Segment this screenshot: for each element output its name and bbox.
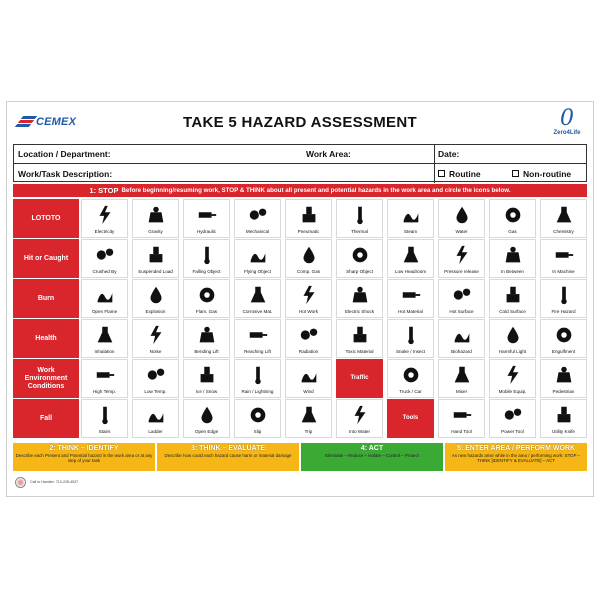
hazard-label: Low Headroom (394, 269, 427, 274)
hazard-electricity[interactable] (81, 199, 128, 238)
pneumatic-icon (298, 204, 320, 226)
hazard-hydraulic[interactable] (183, 199, 230, 238)
bending-lift-icon (196, 324, 218, 346)
hazard-traffic[interactable] (336, 359, 383, 398)
hazard-biohazard[interactable] (438, 319, 485, 358)
hand-tool-icon (451, 404, 473, 426)
toxic-material-icon (349, 324, 371, 346)
engulfment-icon (553, 324, 575, 346)
hazard-fire-hazard[interactable] (540, 279, 587, 318)
hazard-low-headroom[interactable] (387, 239, 434, 278)
hazard-steam[interactable] (387, 199, 434, 238)
hazard-label: Flying Object (244, 269, 271, 274)
hazard-label: Noise (149, 349, 162, 354)
hazard-label: Gravity (148, 229, 163, 234)
gas-icon (502, 204, 524, 226)
hazard-label: Trip (304, 429, 313, 434)
hazard-mixer[interactable] (438, 359, 485, 398)
hazard-falling-object[interactable] (183, 239, 230, 278)
hydraulic-icon (196, 204, 218, 226)
category-fall: Fall (13, 399, 79, 438)
hazard-label: Hot Surface (449, 309, 474, 314)
hazard-open-flame[interactable] (81, 279, 128, 318)
stop-step: 1: STOP (89, 186, 119, 195)
hazard-label: Hand Tool (451, 429, 472, 434)
hazard-label: Stairs (98, 429, 111, 434)
hazard-label: Utility Knife (552, 429, 575, 434)
inhalation-icon (94, 324, 116, 346)
electricity-icon (94, 204, 116, 226)
hazard-sharp-object[interactable] (336, 239, 383, 278)
hazard-thermal[interactable] (336, 199, 383, 238)
hazard-label: Pneumatic (297, 229, 320, 234)
comp-gas-icon (298, 244, 320, 266)
hot-material-icon (400, 284, 422, 306)
hazard-label: Mobile Equip. (498, 389, 527, 394)
in-between-icon (502, 244, 524, 266)
hazard-mobile-equip[interactable] (489, 359, 536, 398)
work-area-field[interactable]: Work Area: (306, 149, 351, 159)
hazard-label: Ladder (148, 429, 163, 434)
hazard-label: Into Water (348, 429, 371, 434)
step-box-2 (13, 443, 155, 471)
hazard-label: Open Edge (194, 429, 219, 434)
hazard-label: Reaching Lift (244, 349, 271, 354)
hazard-label: Bending Lift (194, 349, 219, 354)
step-description: Eliminate – Reduce – Isolate – Control – Protect (325, 453, 419, 458)
step-description: Describe how could each hazard cause harm or material damage (164, 453, 292, 458)
hazard-label: Sharp Object (346, 269, 373, 274)
hazard-gravity[interactable] (132, 199, 179, 238)
power-tool-icon (502, 404, 524, 426)
hazard-bending-lift[interactable] (183, 319, 230, 358)
zero4life-logo (549, 108, 585, 136)
hazard-slip[interactable] (234, 399, 281, 438)
hazard-snake-insect[interactable] (387, 319, 434, 358)
step-title: 5: ENTER AREA / PERFORM WORK (456, 445, 576, 452)
electric-shock-icon (349, 284, 371, 306)
hazard-electric-shock[interactable] (336, 279, 383, 318)
hazard-label: Electric Shock (344, 309, 375, 314)
hazard-label: Electricity (94, 229, 115, 234)
hazard-label: Open Flame (91, 309, 118, 314)
hazard-label: Toxic Material (345, 349, 374, 354)
noise-icon (145, 324, 167, 346)
hazard-label: Mechanical (245, 229, 270, 234)
hazard-crushed-by[interactable] (81, 239, 128, 278)
hazard-label: Low Temp. (144, 389, 167, 394)
open-edge-icon (196, 404, 218, 426)
hazard-label: In Between (501, 269, 524, 274)
footer (15, 477, 78, 488)
hazard-mechanical[interactable] (234, 199, 281, 238)
hazard-explosion[interactable] (132, 279, 179, 318)
ice-snow-icon (196, 364, 218, 386)
category-hit-or-caught: Hit or Caught (13, 239, 79, 278)
zero4life-mark: 0 (560, 106, 574, 131)
utility-knife-icon (553, 404, 575, 426)
sharp-object-icon (349, 244, 371, 266)
non-routine-checkbox[interactable] (508, 164, 571, 183)
hazard-hot-work[interactable] (285, 279, 332, 318)
hazard-radiation[interactable] (285, 319, 332, 358)
cold-surface-icon (502, 284, 524, 306)
hazard-high-temp[interactable] (81, 359, 128, 398)
hazard-engulfment[interactable] (540, 319, 587, 358)
routine-checkbox[interactable] (434, 164, 481, 183)
hazard-label: Hot Material (398, 309, 423, 314)
stop-text: Before beginning/resuming work, STOP & THINK about all present and potential hazards in the work area and circle the icons below. (121, 187, 511, 194)
hazard-flying-object[interactable] (234, 239, 281, 278)
radiation-icon (298, 324, 320, 346)
hazard-label: Traffic (350, 375, 369, 381)
hazard-label: Falling Object (192, 269, 221, 274)
hazard-label: Chemistry (553, 229, 574, 234)
hazard-utility-knife[interactable] (540, 399, 587, 438)
hazard-trip[interactable] (285, 399, 332, 438)
into-water-icon (349, 404, 371, 426)
hazard-label: Slip (253, 429, 262, 434)
hazard-label: Crushed By (92, 269, 117, 274)
hazard-label: Engulfment (551, 349, 576, 354)
crushed-by-icon (94, 244, 116, 266)
form-row-task (14, 164, 586, 183)
routine-label: Routine (449, 168, 481, 179)
category-work-environment-conditions: Work Environment Conditions (13, 359, 79, 398)
company-name: CEMEX (36, 116, 77, 128)
flying-object-icon (247, 244, 269, 266)
hazard-flam-gas[interactable] (183, 279, 230, 318)
suspended-load-icon (145, 244, 167, 266)
rain-lightning-icon (247, 364, 269, 386)
hazard-label: Comp. Gas (296, 269, 321, 274)
water-icon (451, 204, 473, 226)
low-temp-icon (145, 364, 167, 386)
hazard-power-tool[interactable] (489, 399, 536, 438)
routine-checkbox-box[interactable] (438, 170, 445, 177)
mechanical-icon (247, 204, 269, 226)
hazard-stairs[interactable] (81, 399, 128, 438)
task-description-field[interactable]: Work/Task Description: (18, 168, 113, 179)
hazard-label: Steam (403, 229, 418, 234)
hazard-label: Fire Hazard (551, 309, 576, 314)
hazard-in-between[interactable] (489, 239, 536, 278)
truck-car-icon (400, 364, 422, 386)
hazard-label: Mixer (455, 389, 468, 394)
seal-icon (15, 477, 26, 488)
thermal-icon (349, 204, 371, 226)
pedestrian-icon (553, 364, 575, 386)
hot-work-icon (298, 284, 320, 306)
assessment-form (13, 144, 587, 182)
hazard-into-water[interactable] (336, 399, 383, 438)
hazard-harmful-light[interactable] (489, 319, 536, 358)
hazard-label: Inhalation (94, 349, 115, 354)
hazard-wind[interactable] (285, 359, 332, 398)
high-temp-icon (94, 364, 116, 386)
step-title: 3: THINK – EVALUATE (190, 445, 266, 452)
hazard-hot-material[interactable] (387, 279, 434, 318)
hazard-label: Corrosive Mat. (242, 309, 273, 314)
hazard-truck-car[interactable] (387, 359, 434, 398)
hazard-label: Harmful Light (498, 349, 527, 354)
hazard-ice-snow[interactable] (183, 359, 230, 398)
hazard-pressure-release[interactable] (438, 239, 485, 278)
hazard-tools[interactable] (387, 399, 434, 438)
hazard-label: Power Tool (501, 429, 524, 434)
stop-instruction-bar (13, 184, 587, 197)
hazard-label: Radiation (298, 349, 319, 354)
chemistry-icon (553, 204, 575, 226)
hazard-open-edge[interactable] (183, 399, 230, 438)
hazard-suspended-load[interactable] (132, 239, 179, 278)
step-title: 4: ACT (360, 445, 384, 452)
hazard-label: Ice / Snow (195, 389, 218, 394)
hazard-ladder[interactable] (132, 399, 179, 438)
ladder-icon (145, 404, 167, 426)
biohazard-icon (451, 324, 473, 346)
corrosive-mat-icon (247, 284, 269, 306)
mobile-equip-icon (502, 364, 524, 386)
step-boxes (13, 443, 587, 471)
harmful-light-icon (502, 324, 524, 346)
hazard-comp-gas[interactable] (285, 239, 332, 278)
trip-icon (298, 404, 320, 426)
hazard-hand-tool[interactable] (438, 399, 485, 438)
step-description: As new hazards arise while in the area / performing work: STOP – THINK [IDENTIFY & EVALUATE] – ACT (451, 453, 581, 464)
hazard-assessment-sheet (6, 101, 594, 497)
step-description: Describe each Present and Potential hazard in the work area or at any step of your task (15, 453, 153, 464)
hazard-label: Biohazard (451, 349, 472, 354)
category-health: Health (13, 319, 79, 358)
hazard-noise[interactable] (132, 319, 179, 358)
hazard-label: Cold Surface (499, 309, 526, 314)
non-routine-label: Non-routine (523, 168, 572, 179)
form-row-location (14, 145, 586, 164)
hazard-inhalation[interactable] (81, 319, 128, 358)
page-title: TAKE 5 HAZARD ASSESSMENT (183, 114, 417, 131)
location-field[interactable]: Location / Department: (18, 149, 111, 159)
hazard-label: Truck / Car (399, 389, 422, 394)
step-box-3 (157, 443, 299, 471)
hazard-cold-surface[interactable] (489, 279, 536, 318)
explosion-icon (145, 284, 167, 306)
hazard-label: Suspended Load (138, 269, 173, 274)
hazard-label: Pressure release (444, 269, 479, 274)
hazard-rain-lightning[interactable] (234, 359, 281, 398)
category-lototo: LOTOTO (13, 199, 79, 238)
gravity-icon (145, 204, 167, 226)
hazard-label: Snake / Insect (395, 349, 426, 354)
stairs-icon (94, 404, 116, 426)
date-field[interactable]: Date: (438, 149, 460, 159)
step-box-4 (301, 443, 443, 471)
hazard-label: Explosion (145, 309, 166, 314)
mixer-icon (451, 364, 473, 386)
hazard-label: Tools (402, 415, 419, 421)
slip-icon (247, 404, 269, 426)
hazard-hot-surface[interactable] (438, 279, 485, 318)
low-headroom-icon (400, 244, 422, 266)
hazard-chemistry[interactable] (540, 199, 587, 238)
hazard-label: Pedestrian (552, 389, 575, 394)
step-box-5 (445, 443, 587, 471)
wind-icon (298, 364, 320, 386)
hazard-label: Wind (303, 389, 314, 394)
hazard-gas[interactable] (489, 199, 536, 238)
reaching-lift-icon (247, 324, 269, 346)
footer-contact: Call to Handler: 710-228-4537 (30, 480, 79, 485)
pressure-release-icon (451, 244, 473, 266)
hazard-grid (13, 199, 589, 439)
hazard-in-machine[interactable] (540, 239, 587, 278)
hazard-label: Water (455, 229, 468, 234)
in-machine-icon (553, 244, 575, 266)
hazard-label: Thermal (351, 229, 368, 234)
hazard-low-temp[interactable] (132, 359, 179, 398)
hazard-pedestrian[interactable] (540, 359, 587, 398)
fire-hazard-icon (553, 284, 575, 306)
hazard-corrosive-mat[interactable] (234, 279, 281, 318)
hazard-label: In Machine (552, 269, 575, 274)
category-burn: Burn (13, 279, 79, 318)
program-name: Zero4Life (553, 130, 581, 136)
steam-icon (400, 204, 422, 226)
open-flame-icon (94, 284, 116, 306)
non-routine-checkbox-box[interactable] (512, 170, 519, 177)
snake-insect-icon (400, 324, 422, 346)
hazard-pneumatic[interactable] (285, 199, 332, 238)
hazard-toxic-material[interactable] (336, 319, 383, 358)
falling-object-icon (196, 244, 218, 266)
hazard-label: Gas (508, 229, 517, 234)
hazard-label: Hot Work (298, 309, 319, 314)
hazard-water[interactable] (438, 199, 485, 238)
hazard-label: Hydraulic (196, 229, 217, 234)
hazard-label: High Temp. (92, 389, 117, 394)
hazard-reaching-lift[interactable] (234, 319, 281, 358)
step-title: 2: THINK – IDENTIFY (49, 445, 119, 452)
hazard-label: Flam. Gas (195, 309, 218, 314)
flam-gas-icon (196, 284, 218, 306)
hazard-label: Rain / Lightning (241, 389, 274, 394)
hot-surface-icon (451, 284, 473, 306)
